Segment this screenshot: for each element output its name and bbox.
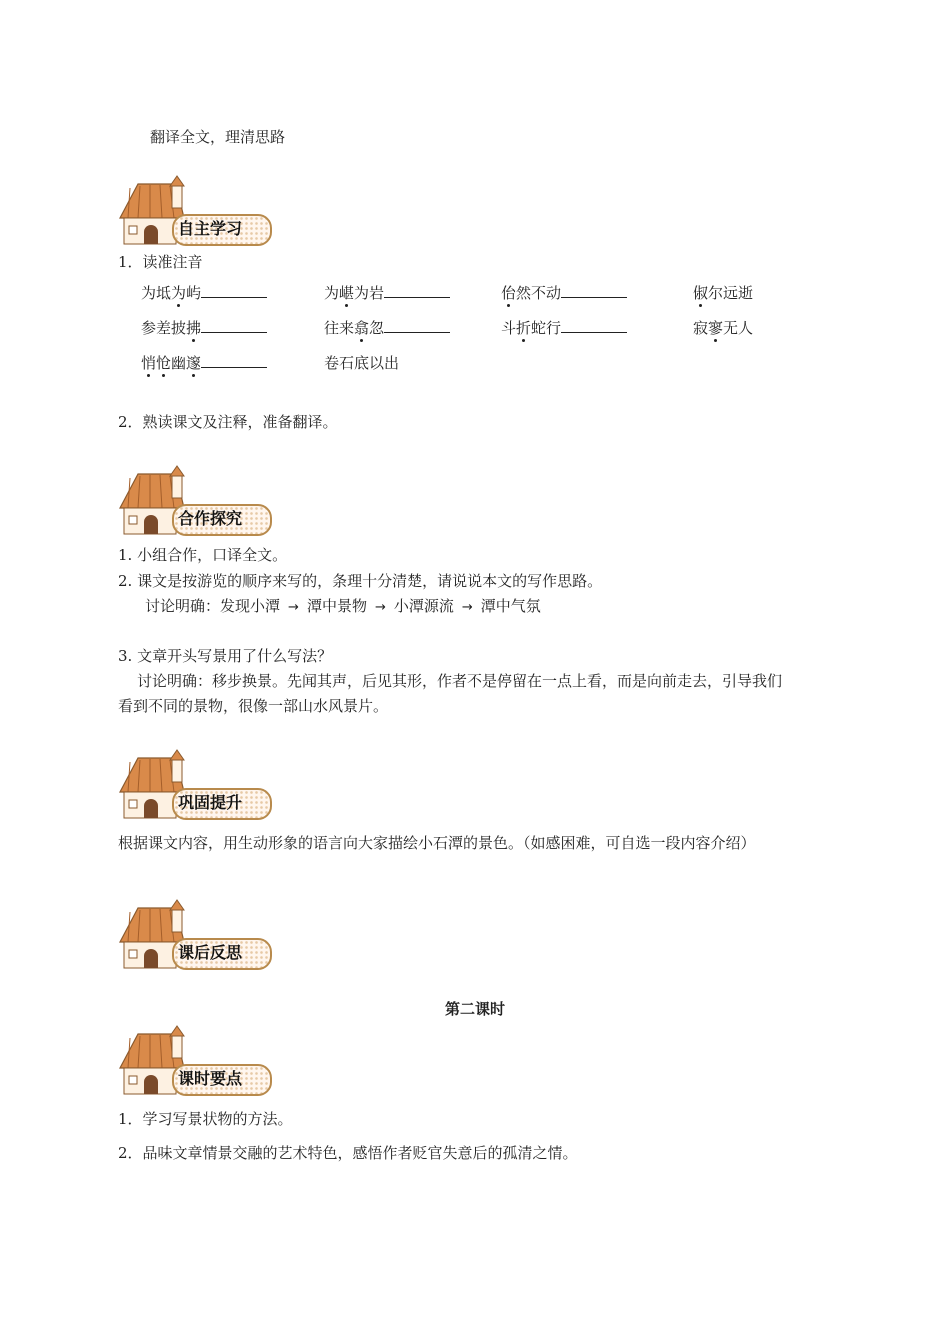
pinyin-item (693, 317, 753, 339)
word-text: 然不动 (516, 284, 562, 302)
answer-blank[interactable] (561, 318, 627, 333)
pinyin-item (141, 317, 267, 339)
flow-step: 潭中景物 (306, 597, 367, 615)
arrow-icon: → (461, 600, 473, 615)
item-title: 读准注音 (142, 253, 203, 271)
consolidate-text: 根据课文内容，用生动形象的语言向大家描绘小石潭的景色。（如感困难，可自选一段内容介绍） (118, 834, 756, 852)
self-study-item2: 2．熟读课文及注释，准备翻译。 (118, 413, 338, 431)
section-header-consolidate (118, 748, 278, 820)
dotted-char: 折 (516, 319, 532, 337)
word-text: 为 (324, 284, 340, 302)
answer-blank[interactable] (561, 283, 627, 298)
word-text: 寂 (693, 319, 709, 337)
section-header-reflection (118, 898, 278, 970)
cooperate-item3: 3. 文章开头写景用了什么写法？ (118, 647, 333, 665)
section-label: 巩固提升 (178, 793, 243, 812)
pinyin-item (324, 352, 399, 374)
lesson2-item2: 2．品味文章情景交融的艺术特色，感悟作者贬官失意后的孤清之情。 (118, 1144, 578, 1162)
pinyin-item (324, 317, 450, 339)
answer-blank[interactable] (384, 318, 450, 333)
pinyin-item (141, 352, 267, 374)
flow-step: 小潭源流 (393, 597, 454, 615)
word-text: 忽 (369, 319, 385, 337)
answer-blank[interactable] (384, 283, 450, 298)
cooperate-answer-line1: 讨论明确：移步换景。先闻其声，后见其形，作者不是停留在一点上看，而是向前走去，引导我们 (137, 672, 783, 690)
pinyin-item (324, 282, 450, 304)
word-text: 参差披 (141, 319, 187, 337)
lesson2-title: 第二课时 (444, 1000, 505, 1018)
word-text: 卷石底以出 (324, 354, 400, 372)
word-text: 蛇行 (531, 319, 562, 337)
dotted-char: 拂 (186, 319, 202, 337)
dotted-char: 俶 (693, 284, 709, 302)
arrow-icon: → (374, 600, 386, 615)
section-label: 合作探究 (178, 509, 243, 528)
word-text: 往来 (324, 319, 355, 337)
dotted-char: 佁 (501, 284, 517, 302)
word-text: 为坻 (141, 284, 172, 302)
answer-blank[interactable] (201, 318, 267, 333)
word-text: 幽 (171, 354, 187, 372)
word-text: 为岩 (354, 284, 385, 302)
discuss-label: 讨论明确： (145, 597, 221, 615)
cooperate-item2: 2. 课文是按游览的顺序来写的，条理十分清楚，请说说本文的写作思路。 (118, 572, 603, 590)
dotted-char: 邃 (186, 354, 202, 372)
answer-blank[interactable] (201, 283, 267, 298)
self-study-item1 (118, 251, 203, 273)
dotted-char: 怆 (156, 354, 172, 372)
section-header-cooperate (118, 464, 278, 536)
word-text: 无人 (723, 319, 754, 337)
word-text: 尔远逝 (708, 284, 754, 302)
flow-step: 潭中气氛 (480, 597, 541, 615)
dotted-char: 悄 (141, 354, 157, 372)
section-label: 课后反思 (178, 943, 243, 962)
dotted-char: 为 (171, 284, 187, 302)
cooperate-answer-line2: 看到不同的景物，很像一部山水风景片。 (118, 697, 389, 715)
word-text: 斗 (501, 319, 517, 337)
cooperate-flow (145, 595, 541, 619)
item-number: 1． (118, 253, 143, 271)
section-header-key-points (118, 1024, 278, 1096)
pinyin-item (501, 317, 627, 339)
arrow-icon: → (288, 600, 299, 615)
answer-blank[interactable] (201, 353, 267, 368)
pinyin-item (693, 282, 753, 304)
section-label: 课时要点 (178, 1069, 243, 1088)
dotted-char: 寥 (708, 319, 724, 337)
lesson2-item1: 1．学习写景状物的方法。 (118, 1110, 293, 1128)
dotted-char: 嵁 (339, 284, 355, 302)
pinyin-item (141, 282, 267, 304)
dotted-char: 翕 (354, 319, 370, 337)
word-text: 屿 (186, 284, 202, 302)
intro-goal: 翻译全文，理清思路 (150, 128, 286, 146)
pinyin-item (501, 282, 627, 304)
flow-step: 发现小潭 (220, 597, 281, 615)
cooperate-item1: 1. 小组合作，口译全文。 (118, 546, 288, 564)
section-header-self-study (118, 174, 278, 246)
section-label: 自主学习 (178, 219, 243, 238)
